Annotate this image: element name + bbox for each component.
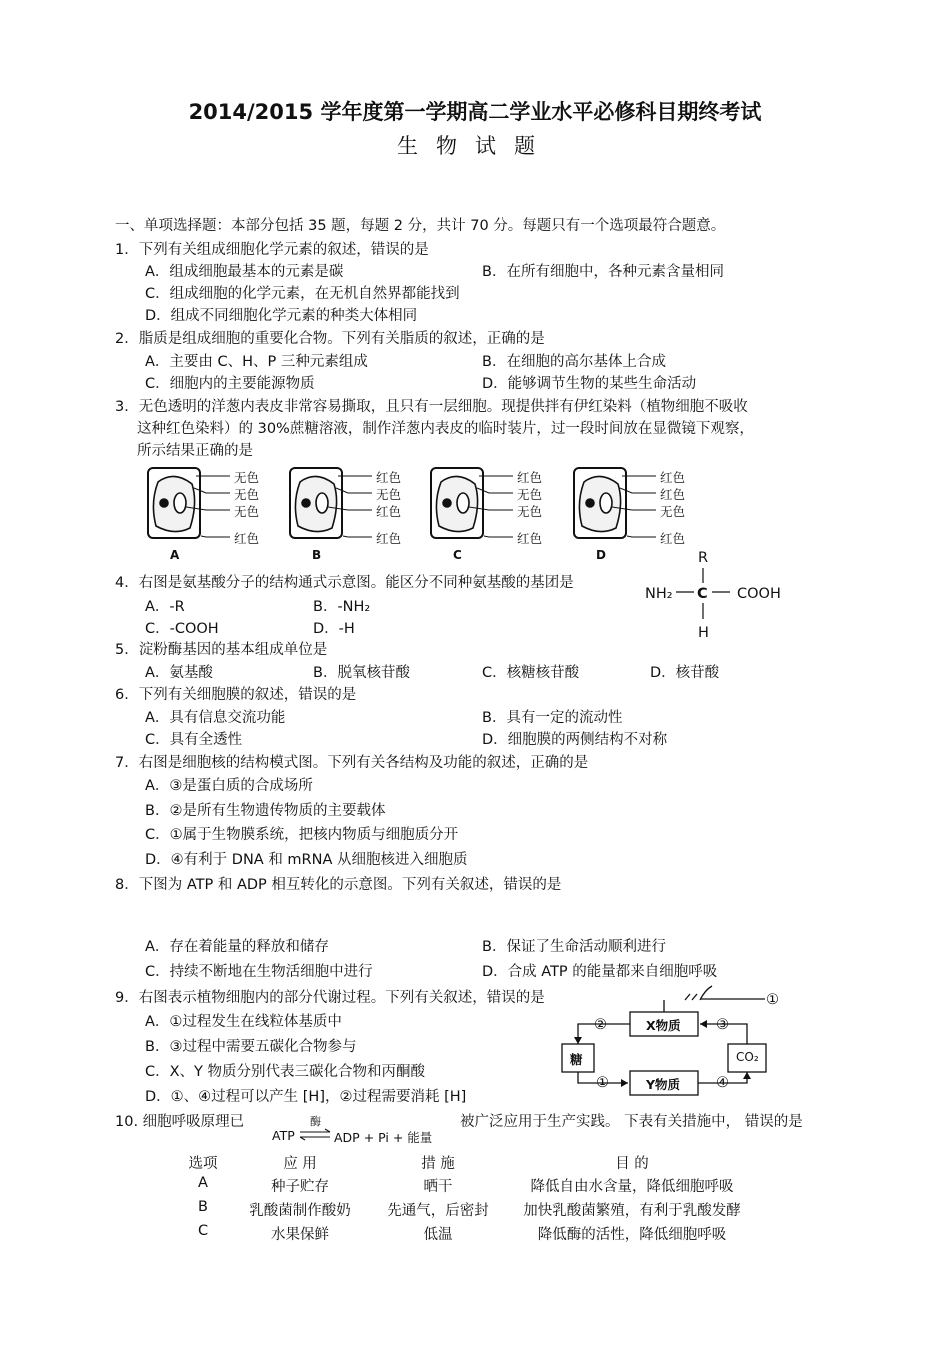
co2-box: CO₂ — [736, 1050, 759, 1064]
q5-option-d: D．核苷酸 — [650, 665, 720, 681]
q8-option-b: B．保证了生命活动顺利进行 — [482, 939, 666, 955]
q9-option-c: C．X、Y 物质分别代表三碳化合物和丙酮酸 — [145, 1064, 426, 1080]
nucleus — [302, 499, 310, 507]
question-1-stem: 1．下列有关组成细胞化学元素的叙述，错误的是 — [115, 242, 429, 258]
q5-option-c: C．核糖核苷酸 — [482, 665, 580, 681]
nucleus — [443, 499, 451, 507]
protoplast — [153, 476, 194, 531]
q7-option-d: D．④有利于 DNA 和 mRNA 从细胞核进入细胞质 — [145, 852, 468, 868]
cell-figure-letter: D — [596, 548, 606, 562]
question-6-stem: 6．下列有关细胞膜的叙述，错误的是 — [115, 687, 357, 703]
nucleus — [160, 499, 168, 507]
q6-option-d: D．细胞膜的两侧结构不对称 — [482, 732, 668, 748]
amino-cooh-group: COOH — [737, 586, 781, 602]
cell-color-label: 红色 — [660, 470, 686, 485]
table-cell: 降低自由水含量，降低细胞呼吸 — [530, 1179, 734, 1195]
question-2-stem: 2．脂质是组成细胞的重要化合物。下列有关脂质的叙述，正确的是 — [115, 331, 545, 347]
cell-color-label: 无色 — [376, 487, 402, 502]
q6-option-c: C．具有全透性 — [145, 732, 243, 748]
cell-color-label: 红色 — [517, 470, 543, 485]
cell-wall — [574, 468, 626, 538]
table-header-cell: 措 施 — [421, 1156, 455, 1172]
q3-cell-c — [431, 468, 513, 538]
q1-option-a: A．组成细胞最基本的元素是碳 — [145, 264, 344, 280]
table-cell: B — [198, 1199, 208, 1215]
q8-option-d: D．合成 ATP 的能量都来自细胞呼吸 — [482, 964, 718, 980]
process-2-label: ② — [594, 1017, 607, 1033]
cell-color-label: 无色 — [234, 487, 260, 502]
vacuole — [457, 493, 469, 513]
amino-r-group: R — [698, 550, 709, 566]
q9-option-b: B．③过程中需要五碳化合物参与 — [145, 1039, 357, 1055]
nucleus — [586, 499, 594, 507]
q9-option-a: A．①过程发生在线粒体基质中 — [145, 1014, 342, 1030]
q7-option-c: C．①属于生物膜系统，把核内物质与细胞质分开 — [145, 827, 459, 843]
cell-figure-letter: B — [312, 548, 322, 562]
cell-color-label: 无色 — [234, 504, 260, 519]
cell-color-label: 无色 — [517, 487, 543, 502]
cell-figure-letter: C — [453, 548, 462, 562]
q6-option-a: A．具有信息交流功能 — [145, 710, 286, 726]
q4-option-d: D．-H — [313, 621, 355, 637]
question-3-stem: 3．无色透明的洋葱内表皮非常容易撕取，且只有一层细胞。现提供拌有伊红染料（植物细胞不吸收 — [115, 399, 748, 415]
table-cell: 加快乳酸菌繁殖，有利于乳酸发酵 — [523, 1203, 741, 1219]
q2-option-d: D．能够调节生物的某些生命活动 — [482, 376, 697, 392]
q1-option-d: D．组成不同细胞化学元素的种类大体相同 — [145, 308, 418, 324]
label-leader-line — [194, 488, 230, 493]
table-header-cell: 选项 — [188, 1156, 218, 1172]
table-cell: 先通气，后密封 — [387, 1203, 489, 1219]
label-leader-line — [343, 536, 372, 537]
question-10-stem: 10. 细胞呼吸原理已 — [115, 1114, 245, 1130]
table-header-cell: 应 用 — [283, 1156, 317, 1172]
amino-nh2-group: NH₂ — [645, 586, 673, 602]
label-leader-line — [201, 536, 230, 537]
q9-option-d: D．①、④过程可以产生 [H]，②过程需要消耗 [H] — [145, 1089, 467, 1105]
vacuole — [316, 493, 328, 513]
question-10-stem-tail: 被广泛应用于生产实践。 下表有关措施中， 错误的是 — [460, 1114, 803, 1130]
amino-h-atom: H — [698, 625, 709, 641]
cell-wall — [148, 468, 200, 538]
amino-alpha-carbon: C — [697, 586, 708, 602]
table-cell: C — [197, 1223, 209, 1239]
q8-option-a: A．存在着能量的释放和储存 — [145, 939, 329, 955]
exam-title: 2014/2015 学年度第一学期高二学业水平必修科目期终考试 — [188, 100, 762, 124]
q4-option-a: A．-R — [145, 599, 185, 615]
cell-color-label: 红色 — [660, 487, 686, 502]
process-1-label: ① — [596, 1075, 609, 1091]
question-9-stem: 9．右图表示植物细胞内的部分代谢过程。下列有关叙述，错误的是 — [115, 990, 545, 1006]
table-header-cell: 目 的 — [615, 1156, 649, 1172]
cell-figure-letter: A — [170, 548, 180, 562]
q3-cell-a — [148, 468, 230, 538]
q3-cell-d — [574, 468, 656, 538]
cell-color-label: 无色 — [234, 470, 260, 485]
q7-option-b: B．②是所有生物遗传物质的主要载体 — [145, 803, 386, 819]
question-3-stem-line2: 这种红色染料）的 30%蔗糖溶液，制作洋葱内表皮的临时装片，过一段时间放在显微镜下观察， — [137, 421, 754, 437]
table-cell: 降低酶的活性，降低细胞呼吸 — [537, 1227, 727, 1243]
exam-subtitle: 生物试题 — [397, 134, 553, 158]
table-cell: 水果保鲜 — [271, 1227, 329, 1243]
cell-wall — [290, 468, 342, 538]
process-4-label: ④ — [716, 1075, 729, 1091]
q8-option-c: C．持续不断地在生物活细胞中进行 — [145, 964, 373, 980]
q7-option-a: A．③是蛋白质的合成场所 — [145, 778, 313, 794]
table-cell: A — [198, 1175, 208, 1191]
q5-option-a: A．氨基酸 — [145, 665, 213, 681]
cell-color-label: 红色 — [376, 504, 402, 519]
cell-color-label: 红色 — [376, 531, 402, 546]
q3-cell-b — [290, 468, 372, 538]
protoplast — [295, 476, 336, 531]
equation-products: ADP + Pi + 能量 — [334, 1130, 433, 1145]
table-cell: 低温 — [423, 1227, 453, 1243]
q4-option-b: B．-NH₂ — [313, 599, 371, 615]
label-leader-line — [186, 507, 230, 510]
sugar-box: 糖 — [570, 1052, 583, 1067]
cell-wall — [431, 468, 483, 538]
table-cell: 乳酸菌制作酸奶 — [249, 1203, 351, 1219]
q4-option-c: C．-COOH — [145, 621, 219, 637]
protoplast — [436, 476, 477, 531]
q2-option-c: C．细胞内的主要能源物质 — [145, 376, 315, 392]
vacuole — [174, 493, 186, 513]
cell-color-label: 无色 — [660, 504, 686, 519]
q2-option-b: B．在细胞的高尔基体上合成 — [482, 354, 666, 370]
cell-color-label: 红色 — [376, 470, 402, 485]
protoplast — [579, 476, 620, 531]
q5-option-b: B．脱氧核苷酸 — [313, 665, 410, 681]
q2-option-a: A．主要由 C、H、P 三种元素组成 — [145, 354, 368, 370]
label-leader-line — [484, 536, 513, 537]
q1-option-b: B．在所有细胞中，各种元素含量相同 — [482, 264, 724, 280]
y-substance-box: Y物质 — [646, 1077, 681, 1092]
cell-color-label: 无色 — [517, 504, 543, 519]
equation-atp: ATP — [272, 1128, 295, 1143]
q6-option-b: B．具有一定的流动性 — [482, 710, 623, 726]
table-cell: 种子贮存 — [271, 1179, 329, 1195]
cell-color-label: 红色 — [234, 531, 260, 546]
cell-color-label: 红色 — [660, 531, 686, 546]
section-heading: 一、单项选择题：本部分包括 35 题，每题 2 分，共计 70 分。每题只有一个选项最符合题意。 — [115, 218, 726, 234]
label-leader-line — [328, 507, 372, 510]
label-leader-line — [336, 488, 372, 493]
label-leader-line — [612, 507, 656, 510]
label-leader-line — [620, 488, 656, 493]
process-3-label: ③ — [716, 1017, 729, 1033]
q1-option-c: C．组成细胞的化学元素，在无机自然界都能找到 — [145, 286, 460, 302]
external-process-1-label: ① — [766, 992, 779, 1008]
x-substance-box: X物质 — [646, 1018, 681, 1033]
cell-color-label: 红色 — [517, 531, 543, 546]
vacuole — [600, 493, 612, 513]
label-leader-line — [469, 507, 513, 510]
question-7-stem: 7．右图是细胞核的结构模式图。下列有关各结构及功能的叙述，正确的是 — [115, 755, 589, 771]
label-leader-line — [477, 488, 513, 493]
equation-enzyme: 酶 — [310, 1115, 321, 1128]
table-cell: 晒干 — [423, 1179, 453, 1195]
question-3-stem-line3: 所示结果正确的是 — [137, 443, 253, 459]
label-leader-line — [627, 536, 656, 537]
question-4-stem: 4．右图是氨基酸分子的结构通式示意图。能区分不同种氨基酸的基团是 — [115, 575, 574, 591]
question-8-stem: 8．下图为 ATP 和 ADP 相互转化的示意图。下列有关叙述，错误的是 — [115, 877, 562, 893]
question-5-stem: 5．淀粉酶基因的基本组成单位是 — [115, 642, 328, 658]
